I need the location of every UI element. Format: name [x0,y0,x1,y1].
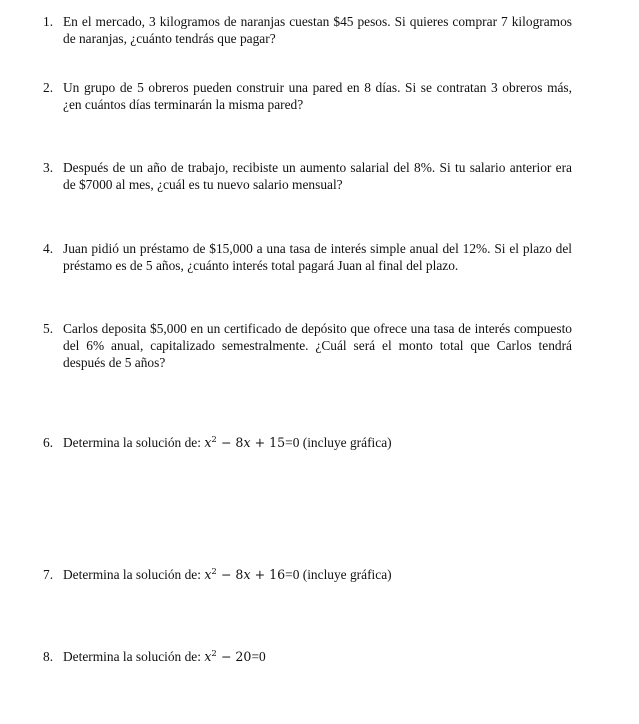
question-number: 5. [43,321,54,336]
eq-exponent: 2 [211,435,217,445]
question-prefix: Determina la solución de: [63,649,205,664]
question-7 [43,566,572,583]
question-number: 8. [43,649,54,664]
eq-equals: =0 [285,567,300,582]
equation [204,567,285,582]
eq-term1: − 20 [220,649,252,664]
question-text: Juan pidió un préstamo de $15,000 a una tasa de interés simple anual del 12%. Si el plazo del préstamo es de 5 años, ¿cuánto interés total pagará Juan al final del plazo. [63,241,572,273]
eq-term1: − 8 [220,567,244,582]
eq-exponent: 2 [211,567,217,577]
question-number: 6. [43,435,54,450]
eq-equals: =0 [285,435,300,450]
eq-var: x [204,567,212,582]
question-text: Después de un año de trabajo, recibiste un aumento salarial del 8%. Si tu salario anterior era de $7000 al mes, ¿cuál es tu nuevo salario mensual? [63,160,572,192]
question-8 [43,648,572,665]
equation [204,435,285,450]
question-5 [43,320,572,371]
question-number: 7. [43,567,54,582]
question-number: 1. [43,14,54,29]
question-text: Un grupo de 5 obreros pueden construir una pared en 8 días. Si se contratan 3 obreros más, ¿en cuántos días terminarán la misma pared? [63,80,572,112]
question-number: 2. [43,80,54,95]
question-text: En el mercado, 3 kilogramos de naranjas cuestan $45 pesos. Si quieres comprar 7 kilogramos de naranjas, ¿cuánto tendrás que pagar? [63,14,572,46]
question-suffix: (incluye gráfica) [299,435,392,450]
question-2 [43,79,572,113]
eq-term1: − 8 [220,435,244,450]
question-3 [43,159,572,193]
question-4 [43,240,572,274]
question-suffix: (incluye gráfica) [299,567,392,582]
eq-var: x [204,435,212,450]
question-number: 4. [43,241,54,256]
question-6 [43,434,572,451]
eq-exponent: 2 [211,649,217,659]
eq-term1-var: x [243,435,251,450]
question-number: 3. [43,160,54,175]
eq-term2: + 16 [254,567,286,582]
eq-equals: =0 [251,649,266,664]
question-prefix: Determina la solución de: [63,567,205,582]
question-1 [43,13,572,47]
eq-term1-var: x [243,567,251,582]
equation [204,649,251,664]
question-prefix: Determina la solución de: [63,435,205,450]
question-text: Carlos deposita $5,000 en un certificado de depósito que ofrece una tasa de interés compuesto del 6% anual, capitalizado semestralmente. ¿Cuál será el monto total que Carlos tendrá después de 5 años? [63,321,572,370]
eq-var: x [204,649,212,664]
eq-term2: + 15 [254,435,286,450]
